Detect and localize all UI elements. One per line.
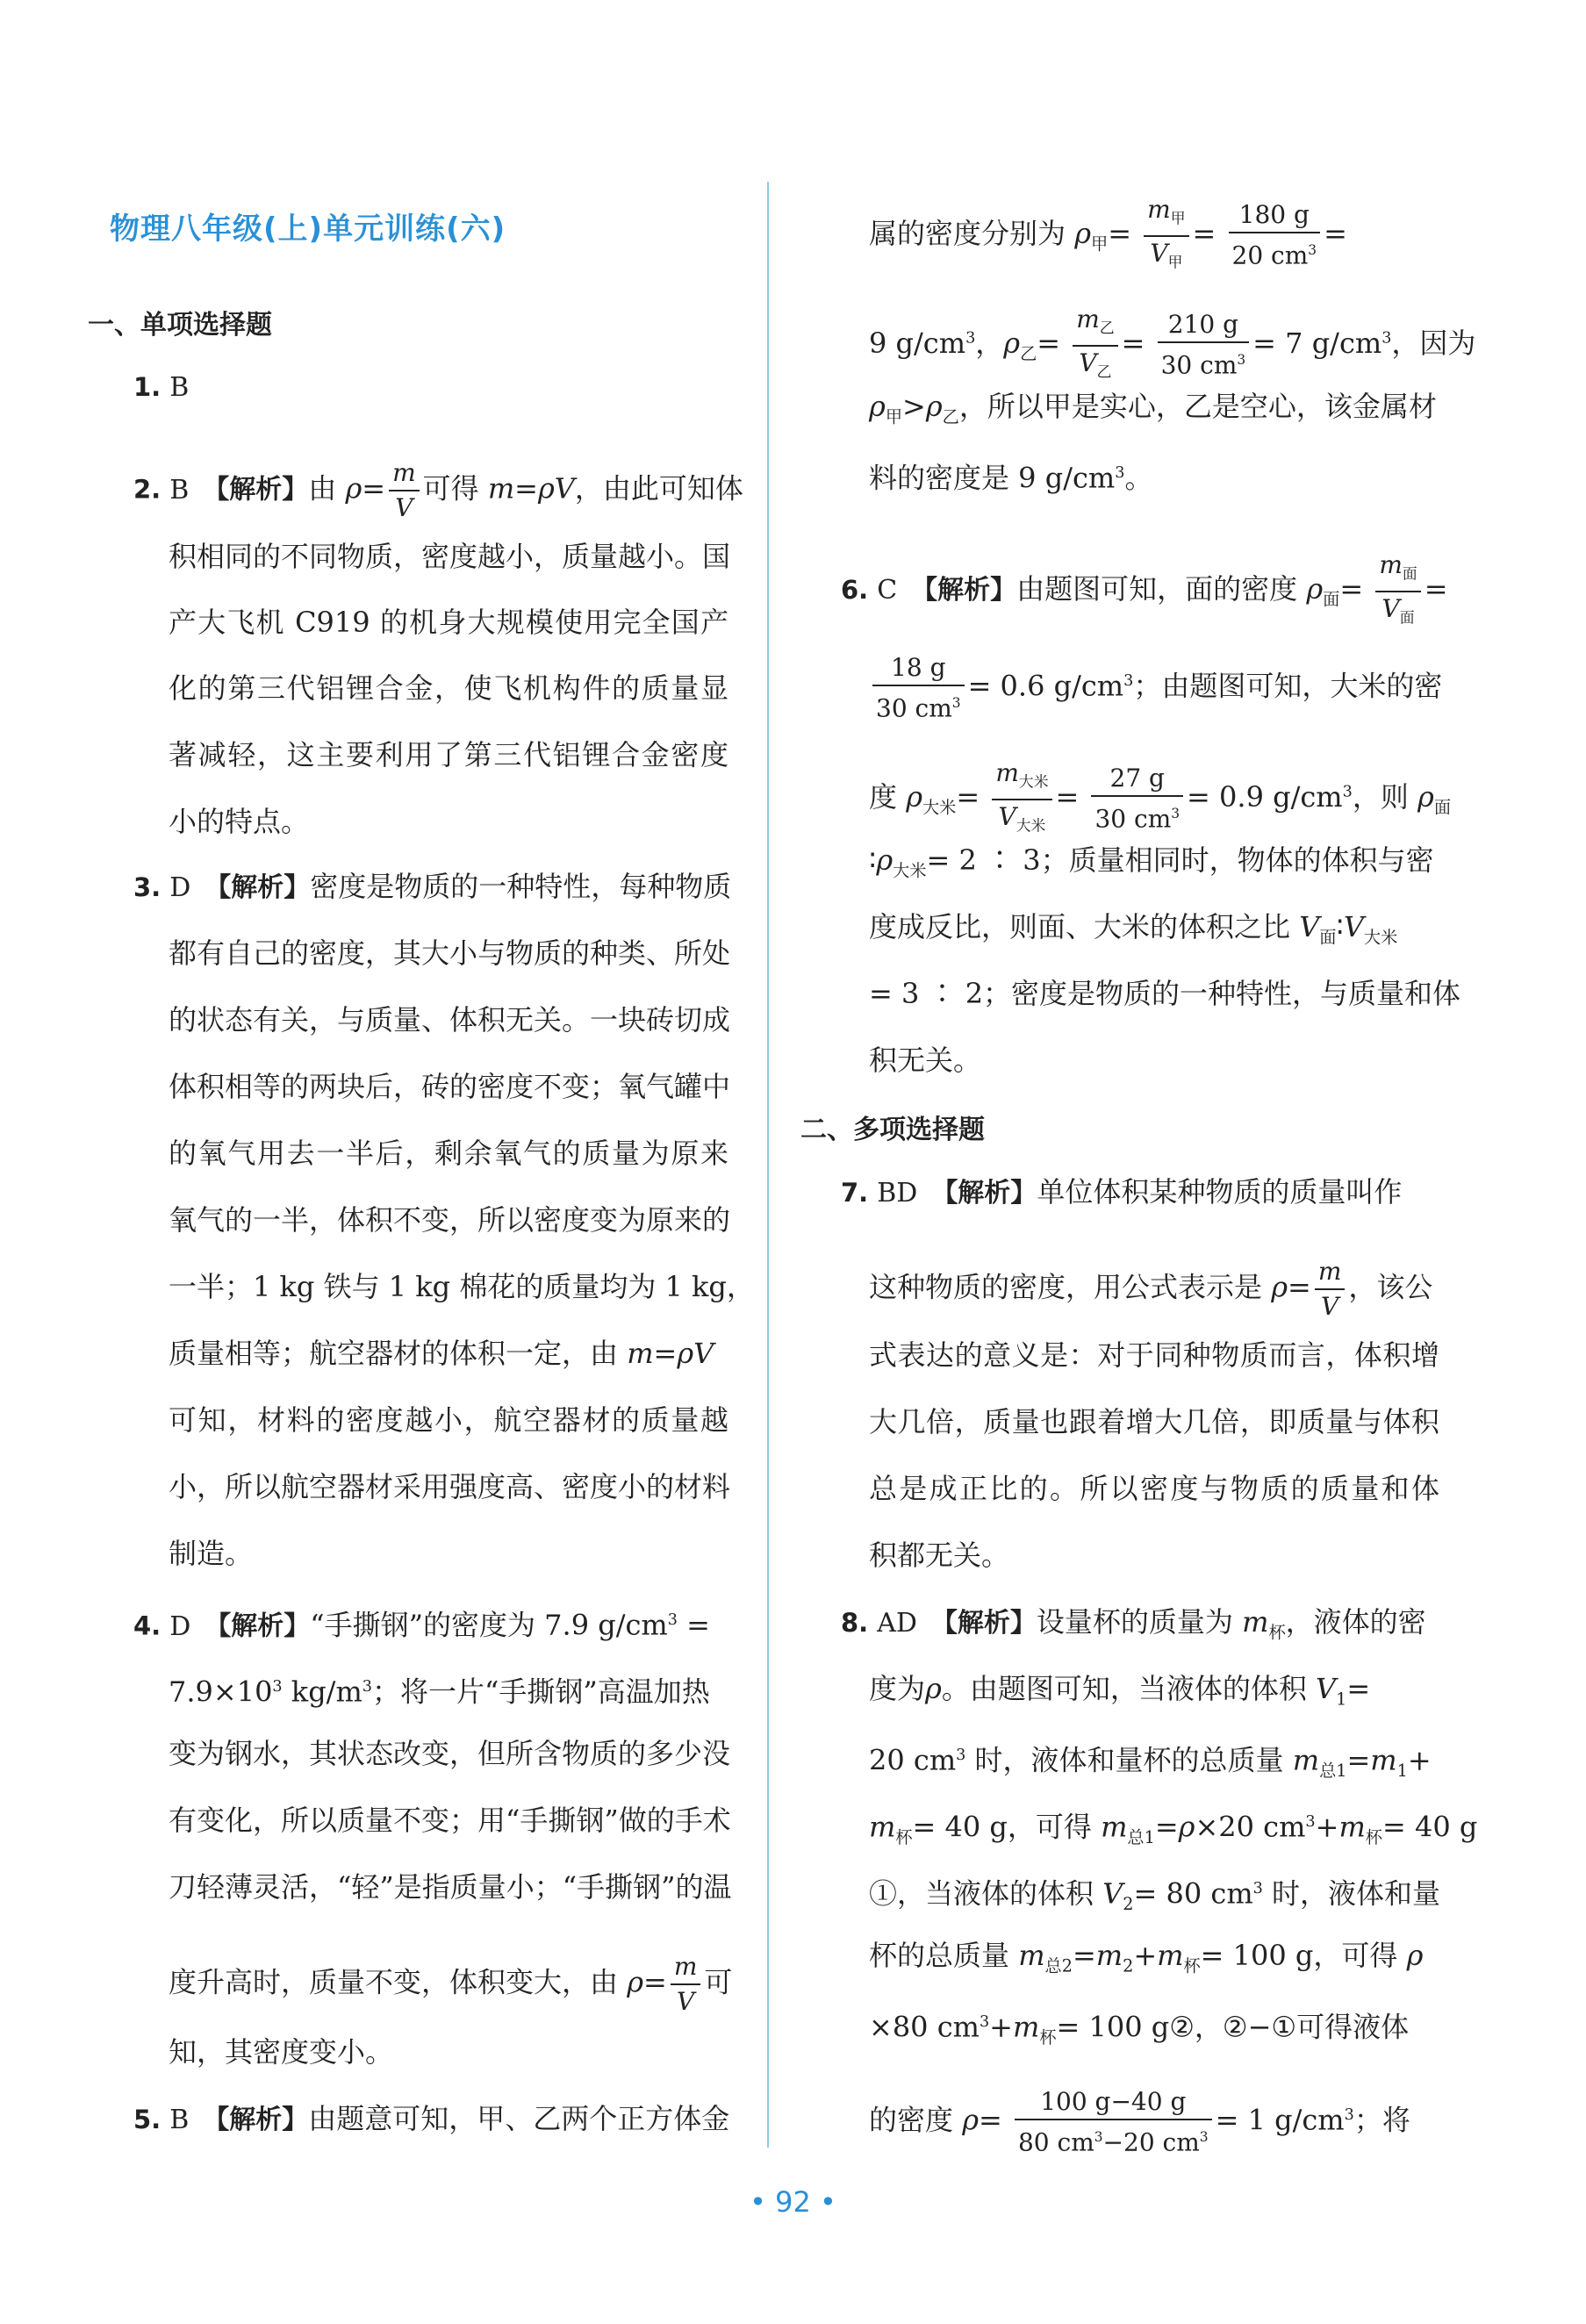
question-7-line-2 (869, 1255, 1439, 1323)
analysis-tag: 【解析】 (203, 2105, 309, 2135)
text: 30 cm (876, 693, 952, 723)
text: 时，液体和量杯的总质量 (965, 1743, 1284, 1777)
question-number: 2. (133, 474, 161, 505)
subscript: 甲 (885, 406, 902, 427)
fraction (1229, 198, 1321, 272)
text: 度为 (869, 1672, 926, 1705)
math-symbol: m (1292, 1743, 1320, 1777)
text: 度升高时，质量不变，体积变大，由 (169, 1965, 619, 1999)
text: 质量相等；航空器材的体积一定，由 (169, 1337, 619, 1370)
subscript: 总2 (1044, 1955, 1073, 1976)
text: 7.9×10 (169, 1675, 273, 1709)
math-symbol: m (1379, 550, 1403, 579)
text: = 40 g (1381, 1810, 1478, 1844)
text: ×80 cm (869, 2010, 980, 2044)
fraction (671, 1950, 701, 2019)
question-7-line-1 (841, 1174, 1439, 1211)
superscript: 3 (272, 1678, 283, 1696)
text: 密度是物质的一种特性，每种物质 (310, 870, 732, 903)
math-symbol: = (1121, 326, 1145, 361)
math-symbol: V (1320, 1292, 1339, 1321)
subscript: 杯 (895, 1827, 913, 1848)
question-number: 6. (841, 575, 869, 606)
question-3-line-5: 的氧气用去一半后，剩余氧气的质量为原来 (169, 1137, 728, 1170)
text: 可 (704, 1965, 733, 1999)
math-symbol: + (1315, 1810, 1339, 1844)
answer-letter: D (169, 872, 191, 903)
question-3-line-1 (133, 869, 732, 906)
question-8-line-6 (869, 1938, 1439, 1983)
question-2-line-6: 小的特点。 (169, 805, 310, 838)
question-2-line-3: 产大飞机 C919 的机身大规模使用完全国产 (169, 606, 728, 639)
subscript: 甲 (1167, 253, 1183, 271)
analysis-tag: 【解析】 (911, 575, 1017, 606)
question-8-line-2 (869, 1671, 1439, 1717)
subscript: 1 (1396, 1761, 1408, 1782)
math-symbol: + (1407, 1743, 1432, 1777)
text: = (677, 1608, 710, 1642)
question-4-line-6 (169, 1950, 733, 2019)
text: kg/m (282, 1675, 362, 1709)
math-symbol: ρ (1306, 572, 1324, 606)
math-symbol: m (1147, 195, 1171, 224)
math-symbol: m (1338, 1810, 1366, 1844)
math-symbol: = (1154, 1810, 1179, 1844)
question-5-line-4 (869, 389, 1439, 434)
math-symbol: + (989, 2010, 1013, 2044)
text: 设量杯的质量为 (1036, 1605, 1233, 1639)
text: −20 cm (1102, 2127, 1200, 2157)
question-number: 8. (841, 1608, 869, 1638)
text: ；将一片“手撕钢”高温加热 (372, 1675, 710, 1709)
text: ；由题图可知，大米的密 (1133, 669, 1443, 703)
answer-letter: D (169, 1610, 191, 1642)
subscript: 大米 (1015, 816, 1046, 835)
subscript: 面 (1319, 927, 1337, 948)
math-symbol: = (1108, 217, 1131, 251)
math-symbol: = (1339, 572, 1364, 606)
text: = 0.9 g/cm (1187, 780, 1343, 814)
question-8-line-8 (869, 2085, 1439, 2159)
question-6-line-2 (869, 651, 1443, 725)
math-symbol: ∶ (869, 843, 877, 877)
text: ，因为 (1391, 326, 1476, 361)
math-symbol: = (1192, 217, 1216, 251)
superscript: 3 (979, 2013, 990, 2031)
math-symbol: ρ (1074, 217, 1091, 251)
subscript: 总1 (1127, 1827, 1155, 1848)
question-2-line-5: 著减轻，这主要利用了第三代铝锂合金密度 (169, 738, 728, 771)
question-8-line-5 (869, 1871, 1439, 1922)
math-symbol: = (1346, 1743, 1371, 1777)
math-symbol: m (1157, 1939, 1184, 1972)
math-symbol: V (1316, 1672, 1337, 1705)
math-symbol: ρ (1271, 1270, 1288, 1304)
question-8-line-7 (869, 2005, 1439, 2055)
question-4-line-2 (169, 1669, 728, 1710)
question-number: 4. (133, 1610, 161, 1641)
question-6-line-6: = 3 ∶ 2；密度是物质的一种特性，与质量和体 (869, 977, 1461, 1010)
analysis-tag: 【解析】 (930, 1608, 1037, 1639)
question-6-line-3 (869, 757, 1452, 842)
text: ×20 cm (1195, 1810, 1306, 1844)
question-6-line-7: 积无关。 (869, 1044, 982, 1077)
question-2-line-2: 积相同的不同物质，密度越小，质量越小。国 (169, 540, 731, 573)
question-7-line-5: 总是成正比的。所以密度与物质的质量和体 (869, 1472, 1439, 1505)
question-2-line-1 (133, 456, 743, 525)
fraction (389, 456, 420, 525)
superscript: 3 (956, 1747, 966, 1764)
superscript: 3 (1344, 2106, 1354, 2125)
question-6-line-5 (869, 909, 1439, 955)
math-symbol: = (1072, 1939, 1096, 1972)
fraction (1158, 308, 1250, 382)
question-7-line-4: 大几倍，质量也跟着增大几倍，即质量与体积 (869, 1405, 1439, 1438)
math-symbol: m (1101, 1810, 1128, 1844)
text: = 1 g/cm (1215, 2103, 1345, 2137)
math-symbol: ρ (925, 1672, 942, 1705)
math-symbol: ρ (1406, 1939, 1424, 1972)
question-3-line-7: 一半；1 kg 铁与 1 kg 棉花的质量均为 1 kg， (169, 1270, 755, 1303)
fraction (1091, 762, 1183, 836)
math-symbol: m (1242, 1605, 1269, 1639)
text: 。由题图可知，当液体的体积 (941, 1672, 1307, 1705)
math-symbol: m (1317, 1257, 1342, 1286)
text: 的密度 (869, 2103, 954, 2137)
math-symbol: = (362, 471, 386, 506)
math-symbol: ρV (677, 1337, 714, 1370)
math-symbol: m (1370, 1743, 1397, 1777)
superscript: 3 (667, 1611, 678, 1629)
math-symbol: = (956, 780, 980, 814)
math-symbol: = (1055, 780, 1080, 814)
math-symbol: V (998, 801, 1016, 831)
math-symbol: ρ (1417, 780, 1434, 814)
text: = 0.6 g/cm (967, 669, 1124, 703)
text: 由题图可知，面的密度 (1016, 572, 1298, 606)
question-7-line-6: 积都无关。 (869, 1539, 1010, 1572)
math-symbol: ρ (345, 471, 362, 506)
math-symbol: m (995, 758, 1019, 787)
section-heading-multiple-choice: 二、多项选择题 (800, 1115, 985, 1145)
fraction (1144, 193, 1188, 278)
math-symbol: m (1076, 305, 1100, 334)
text: 30 cm (1094, 804, 1172, 834)
text: ；将 (1353, 2103, 1410, 2137)
math-symbol: ρV (537, 471, 575, 506)
superscript: 3 (1123, 672, 1134, 691)
subscript: 总1 (1319, 1761, 1347, 1782)
question-8-line-4 (869, 1804, 1478, 1855)
analysis-tag: 【解析】 (205, 872, 311, 903)
text: “手撕钢”的密度为 7.9 g/cm (310, 1608, 668, 1642)
question-4-line-3: 变为钢水，其状态改变，但所含物质的多少没 (169, 1737, 731, 1770)
question-6-line-4 (869, 843, 1439, 888)
question-number: 5. (133, 2105, 161, 2134)
math-symbol: = (1324, 217, 1347, 251)
text: ，液体的密 (1285, 1605, 1426, 1639)
subscript: 面 (1323, 589, 1340, 610)
text: ，由此可知体 (574, 471, 743, 506)
text: ，则 (1352, 780, 1409, 814)
numerator: 27 g (1091, 762, 1183, 797)
math-symbol: m (487, 471, 515, 506)
page-number: • 92 • (750, 2185, 836, 2219)
question-3-line-3: 的状态有关，与质量、体积无关。一块砖切成 (169, 1003, 731, 1036)
subscript: 1 (1336, 1689, 1347, 1710)
question-number: 7. (841, 1178, 869, 1208)
subscript: 2 (1123, 1894, 1134, 1915)
text: 料的密度是 9 g/cm (869, 461, 1116, 495)
question-number: 3. (133, 872, 161, 902)
question-5-line-1 (133, 2101, 728, 2138)
answer-letter: B (169, 2105, 190, 2135)
math-symbol: m (1018, 1939, 1045, 1972)
superscript: 3 (1381, 329, 1392, 348)
text: 属的密度分别为 (869, 217, 1066, 251)
subscript: 杯 (1365, 1827, 1382, 1848)
math-symbol: ρ (962, 2103, 979, 2137)
question-3-line-9: 可知，材料的密度越小，航空器材的质量越 (169, 1403, 728, 1437)
question-6-line-1 (841, 549, 1448, 634)
analysis-tag: 【解析】 (931, 1178, 1037, 1209)
text: 20 cm (869, 1743, 957, 1777)
text: = 2 ∶ 3；质量相同时，物体的体积与密 (926, 843, 1434, 877)
subscript: 面 (1399, 608, 1415, 627)
math-symbol: ρ (627, 1965, 643, 1999)
math-symbol: ρ (906, 780, 922, 814)
text: ， (975, 326, 1004, 361)
subscript: 面 (1402, 564, 1417, 583)
subscript: 大米 (1018, 772, 1049, 791)
text: 30 cm (1160, 350, 1238, 380)
math-symbol: ρ (1178, 1810, 1195, 1844)
math-symbol: = (643, 1965, 667, 1999)
math-symbol: m (1012, 2010, 1040, 2044)
text: 80 cm (1017, 2127, 1094, 2157)
text: ，所以甲是实心，乙是空心，该金属材 (958, 390, 1437, 423)
section-heading-single-choice: 一、单项选择题 (88, 310, 272, 341)
question-4-line-7: 知，其密度变小。 (169, 2035, 394, 2069)
text: 9 g/cm (869, 326, 966, 361)
math-symbol: ρ (876, 843, 893, 877)
text: = 100 g②，②−①可得液体 (1056, 2010, 1410, 2044)
text: 单位体积某种物质的质量叫作 (1037, 1175, 1403, 1209)
math-symbol: = (1037, 326, 1061, 361)
math-symbol: = (1288, 1270, 1311, 1304)
superscript: 3 (1115, 464, 1125, 482)
question-number: 1. (133, 372, 161, 402)
math-symbol: V (1150, 238, 1168, 268)
text: 20 cm (1231, 240, 1309, 270)
analysis-tag: 【解析】 (205, 1610, 311, 1642)
numerator: 210 g (1158, 308, 1250, 343)
math-symbol: ρ (925, 390, 943, 423)
question-3-line-6: 氧气的一半，体积不变，所以密度变为原来的 (169, 1203, 731, 1237)
subscript: 乙 (1096, 362, 1112, 381)
analysis-tag: 【解析】 (203, 474, 309, 506)
subscript: 2 (1123, 1955, 1134, 1976)
fraction (1073, 303, 1117, 388)
question-3-line-2: 都有自己的密度，其大小与物质的种类、所处 (169, 936, 731, 970)
math-symbol: m (673, 1952, 698, 1981)
math-symbol: V (1102, 1876, 1123, 1911)
math-symbol: ρ (1003, 326, 1021, 361)
subscript: 乙 (1099, 319, 1115, 337)
text: ，该公 (1348, 1270, 1433, 1304)
subscript: 杯 (1268, 1622, 1286, 1643)
superscript: 3 (951, 695, 961, 711)
text: = 7 g/cm (1252, 326, 1382, 361)
subscript: 大米 (1363, 927, 1398, 948)
math-symbol: = (1346, 1672, 1371, 1705)
question-3-line-11: 制造。 (169, 1537, 254, 1570)
fraction (1315, 1255, 1346, 1323)
subscript: 大米 (922, 797, 957, 818)
text: 可得 (422, 471, 479, 506)
math-symbol: ρ (869, 390, 886, 423)
text: 这种物质的密度，用公式表示是 (869, 1270, 1263, 1304)
math-symbol: = (979, 2103, 1002, 2137)
fraction (992, 757, 1051, 842)
subscript: 乙 (1020, 343, 1037, 364)
math-symbol: ∶ (1336, 910, 1344, 943)
subscript: 甲 (1170, 209, 1186, 227)
subscript: 杯 (1183, 1955, 1201, 1976)
text: 由 (308, 471, 337, 506)
question-5-line-5 (869, 455, 1152, 496)
question-1 (133, 369, 203, 405)
superscript: 3 (1252, 1880, 1263, 1897)
text: = 80 cm (1133, 1876, 1253, 1911)
math-symbol: = (653, 1337, 678, 1370)
superscript: 3 (362, 1678, 372, 1696)
numerator: 18 g (872, 651, 965, 686)
math-symbol: V (1381, 593, 1400, 623)
superscript: 3 (1237, 352, 1246, 369)
question-3-line-4: 体积相等的两块后，砖的密度不变；氧气罐中 (169, 1070, 731, 1103)
question-3-line-8 (169, 1336, 728, 1371)
superscript: 3 (1094, 2129, 1103, 2145)
question-8-line-1 (841, 1604, 1439, 1650)
fraction (872, 651, 965, 725)
math-symbol: m (627, 1337, 654, 1370)
question-3-line-10: 小，所以航空器材采用强度高、密度小的材料 (169, 1470, 731, 1503)
superscript: 3 (1171, 806, 1181, 822)
math-symbol: V (1299, 910, 1320, 943)
numerator: 100 g−40 g (1015, 2085, 1212, 2120)
question-7-line-3: 式表达的意义是：对于同种物质而言，体积增 (869, 1338, 1439, 1372)
question-5-line-2 (869, 193, 1439, 278)
superscript: 3 (1199, 2129, 1209, 2145)
answer-letter: B (169, 474, 190, 506)
text: 由题意可知，甲、乙两个正方体金 (308, 2102, 730, 2135)
question-5-line-3 (869, 303, 1476, 388)
fraction (1015, 2085, 1212, 2159)
text: 时，液体和量 (1262, 1876, 1441, 1911)
math-symbol: = (514, 471, 538, 506)
math-symbol: + (1133, 1939, 1158, 1972)
text: 。 (1124, 461, 1153, 495)
answer-letter: BD (877, 1178, 918, 1209)
math-symbol: m (869, 1810, 896, 1844)
numerator: 180 g (1229, 198, 1321, 233)
text: 杯的总质量 (869, 1939, 1010, 1972)
column-divider (767, 182, 769, 2148)
math-symbol: V (1343, 910, 1364, 943)
page-title: 物理八年级(上)单元训练(六) (110, 212, 506, 247)
subscript: 大米 (893, 860, 927, 881)
math-symbol: m (1095, 1939, 1123, 1972)
math-symbol: > (902, 390, 926, 423)
superscript: 3 (965, 329, 976, 348)
superscript: 3 (1308, 242, 1317, 259)
fraction (1375, 549, 1420, 634)
answer-letter: AD (877, 1608, 917, 1639)
answer-letter: B (169, 372, 190, 403)
math-symbol: m (392, 458, 416, 487)
subscript: 杯 (1039, 2027, 1057, 2048)
text: = 40 g，可得 (912, 1810, 1092, 1844)
question-2-line-4: 化的第三代铝锂合金，使飞机构件的质量显 (169, 671, 728, 705)
math-symbol: V (395, 493, 413, 522)
math-symbol: = (1424, 572, 1448, 606)
question-4-line-4: 有变化，所以质量不变；用“手撕钢”做的手术 (169, 1804, 731, 1837)
question-4-line-1 (133, 1603, 728, 1645)
subscript: 乙 (942, 406, 959, 427)
text: ①，当液体的体积 (869, 1876, 1094, 1911)
text: = 100 g，可得 (1200, 1939, 1398, 1972)
subscript: 面 (1433, 797, 1452, 818)
question-4-line-5: 刀轻薄灵活，“轻”是指质量小；“手撕钢”的温 (169, 1870, 732, 1904)
text: 度成反比，则面、大米的体积之比 (869, 910, 1291, 943)
subscript: 甲 (1091, 233, 1109, 255)
answer-letter: C (877, 575, 898, 606)
math-symbol: V (676, 1987, 695, 2016)
text: 度 (869, 780, 898, 814)
question-8-line-3 (869, 1738, 1439, 1789)
math-symbol: V (1079, 348, 1097, 377)
superscript: 3 (1305, 1813, 1316, 1831)
superscript: 3 (1342, 783, 1353, 801)
